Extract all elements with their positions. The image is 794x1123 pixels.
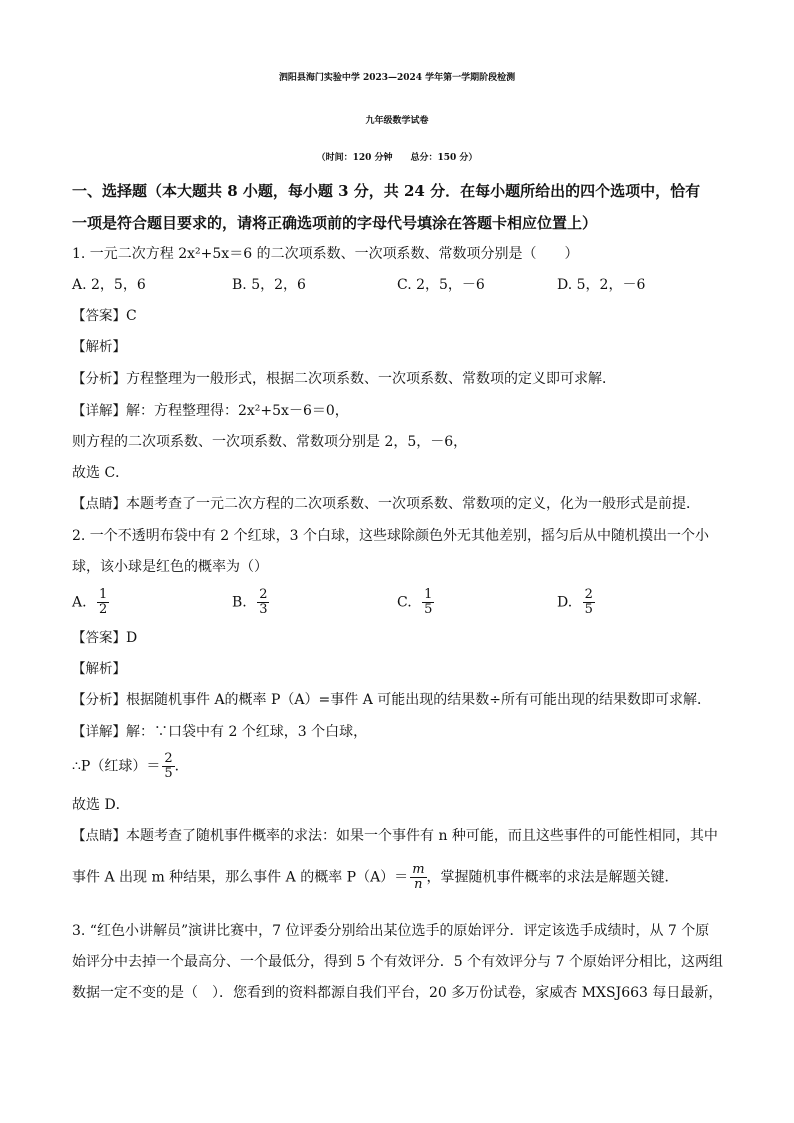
q2-option-d-letter: D. (557, 594, 573, 611)
q2-option-b-fraction (257, 588, 269, 617)
analysis-tag: 【解析】 (72, 339, 126, 355)
q2-option-a-letter: A. (72, 594, 87, 611)
numerator: 2 (584, 587, 593, 602)
q1-option-a: A. 2，5，6 (72, 277, 146, 293)
q1-fenxi-text: 方程整理为一般形式，根据二次项系数、一次项系数、常数项的定义即可求解． (126, 371, 616, 387)
denominator: 5 (164, 766, 173, 781)
q1-fenxi (72, 369, 616, 389)
q1-answer-value: C (126, 308, 137, 324)
exam-title: 泗阳县海门实验中学 2023—2024 学年第一学期阶段检测 (278, 73, 516, 83)
q1-option-c: C. 2，5，－6 (397, 277, 485, 293)
q2-option-b (232, 588, 269, 617)
q2-option-b-letter: B. (232, 594, 247, 611)
detail-tag: 【详解】 (72, 724, 126, 740)
q2-detail-1 (72, 722, 367, 742)
q1-comment-text: 本题考查了一元二次方程的二次项系数、一次项系数、常数项的定义，化为一般形式是前提． (126, 496, 700, 512)
q2-detail-2-fraction (162, 752, 174, 781)
q2-comment-1 (72, 826, 718, 846)
comment-tag: 【点睛】 (72, 828, 126, 844)
fenxi-tag: 【分析】 (72, 692, 126, 708)
q1-option-d: D. 5，2，－6 (557, 277, 646, 293)
comment-tag: 【点睛】 (72, 496, 126, 512)
q2-comment-2-fraction (410, 863, 426, 892)
exam-info: （时间：120 分钟 总分：150 分） (316, 153, 478, 163)
q1-detail-1 (72, 401, 349, 421)
denominator: n (414, 877, 423, 892)
numerator: 1 (99, 587, 108, 602)
q2-analysis-head (72, 659, 126, 679)
exam-subtitle: 九年级数学试卷 (365, 116, 429, 126)
q2-detail-text: 解：∵口袋中有 2 个红球，3 个白球， (126, 724, 368, 740)
numerator: 2 (164, 751, 173, 766)
q1-stem: 1. 一元二次方程 2x²+5x＝6 的二次项系数、一次项系数、常数项分别是（ ） (72, 246, 579, 262)
denominator: 3 (259, 602, 268, 617)
q2-detail-2-prefix: ∴P（红球）＝ (72, 758, 161, 775)
detail-tag: 【详解】 (72, 403, 126, 419)
q2-comment-2 (72, 863, 679, 892)
q2-comment-2-prefix: 事件 A 出现 m 种结果，那么事件 A 的概率 P（A）＝ (72, 869, 409, 886)
q2-option-d (557, 588, 595, 617)
q3-line2: 始评分中去掉一个最高分、一个最低分，得到 5 个有效评分．5 个有效评分与 7 个原始评分相比，这两组 (72, 954, 723, 970)
q2-fenxi (72, 690, 711, 710)
denominator: 5 (424, 602, 433, 617)
q2-detail-3: 故选 D． (72, 797, 130, 813)
q2-option-c-fraction (422, 588, 434, 617)
section-heading-line1: 一、选择题（本大题共 8 小题，每小题 3 分，共 24 分．在每小题所给出的四个选项中，恰有 (72, 182, 701, 200)
q2-option-a (72, 588, 109, 617)
analysis-tag: 【解析】 (72, 661, 126, 677)
q1-comment (72, 494, 700, 514)
q3-line1: 3. “红色小讲解员”演讲比赛中，7 位评委分别给出某位选手的原始评分．评定该选手成绩时，从 7 个原 (72, 923, 710, 939)
q2-option-d-fraction (583, 588, 595, 617)
q2-detail-2 (72, 752, 189, 781)
q2-stem-line1: 2. 一个不透明布袋中有 2 个红球，3 个白球，这些球除颜色外无其他差别，摇匀后从中随机摸出一个小 (72, 528, 709, 544)
section-heading-line2: 一项是符合题目要求的，请将正确选项前的字母代号填涂在答题卡相应位置上） (72, 214, 598, 232)
q2-answer (72, 628, 137, 648)
denominator: 2 (99, 602, 108, 617)
q2-option-c (397, 588, 434, 617)
fenxi-tag: 【分析】 (72, 371, 126, 387)
q2-option-c-letter: C. (397, 594, 412, 611)
q2-comment-2-suffix: ，掌握随机事件概率的求法是解题关键． (426, 869, 679, 886)
q2-option-a-fraction (97, 588, 109, 617)
q2-fenxi-text: 根据随机事件 A的概率 P（A）=事件 A 可能出现的结果数÷所有可能出现的结果数即可求解． (126, 692, 712, 708)
q1-analysis-head (72, 337, 126, 357)
q1-detail-text: 解：方程整理得：2x²+5x－6＝0， (126, 403, 349, 419)
q1-answer (72, 306, 137, 326)
q2-detail-2-suffix: ． (174, 758, 189, 775)
q2-comment-text: 本题考查了随机事件概率的求法：如果一个事件有 n 种可能，而且这些事件的可能性相同，其中 (126, 828, 718, 844)
numerator: 1 (424, 587, 433, 602)
numerator: m (412, 862, 425, 877)
q3-line3: 数据一定不变的是（ ）．您看到的资料都源自我们平台，20 多万份试卷，家威杏 MXSJ663 每日最新， (72, 985, 723, 1001)
q1-option-b: B. 5，2，6 (232, 277, 306, 293)
q2-answer-value: D (126, 630, 138, 646)
numerator: 2 (259, 587, 268, 602)
q1-detail-3: 故选 C． (72, 465, 130, 481)
q1-detail-2: 则方程的二次项系数、一次项系数、常数项分别是 2，5，－6， (72, 434, 468, 450)
answer-tag: 【答案】 (72, 630, 126, 646)
answer-tag: 【答案】 (72, 308, 126, 324)
denominator: 5 (584, 602, 593, 617)
q2-stem-line2: 球，该小球是红色的概率为（） (72, 559, 268, 575)
